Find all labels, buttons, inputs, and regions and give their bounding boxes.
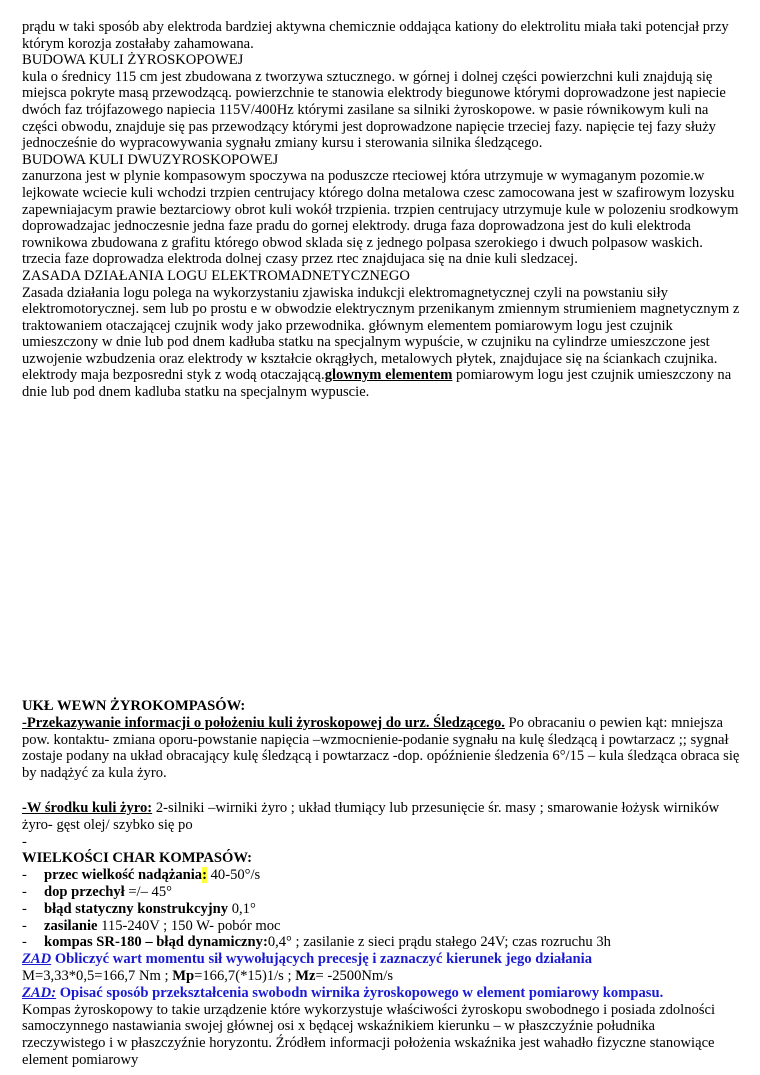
em-log-text-a: Zasada działania logu polega na wykorzystaniu zjawiska indukcji elektromagnetycznej czyli na powstaniu siły elektromotorycznej. sem lub po prostu e w obwodzie elektrycznym przenikanym zmiennym strumieniem magnetycznym z traktowaniem otaczającej czujnik wody jako przewodnika. głównym elementem pomiarowym logu jest czujnik umieszczony w dnie lub pod dnem kadłuba statku na specjalnym wypuście, w czujniku na cylindrze umieszczone jest uzwojenie wzbudzenia oraz elektrody w kształcie okrągłych, metalowych płytek, znajdujace się na ściankach czujnika. elektrody maja bezposredni styk z wodą otaczającą.: [22, 284, 740, 384]
info-transfer-text: Po obracaniu o pewien kąt: mniejsza pow. kontaktu- zmiana oporu-powstanie napięcia –wzmocnienie-podanie sygnału na kulę śledzącą i powtarzacz ;; sygnał zostaje podany na układ obracający kulę śledzącą i powtarzacz -dop. opóźnienie śledzenia 6°/15 – kula śledząca obraca się by nadążyć za kula żyro.: [22, 714, 740, 782]
task-2-label: ZAD:: [22, 984, 57, 1001]
formula-line: [22, 968, 740, 985]
formula-e: = -2500Nm/s: [315, 967, 394, 984]
list-value: =/– 45°: [124, 883, 172, 900]
formula-mp: Mp: [172, 967, 195, 984]
lone-dash: -: [22, 833, 27, 850]
list-dash: -: [22, 867, 27, 884]
final-paragraph: Kompas żyroskopowy to takie urządzenie które wykorzystuje właściwości żyroskopu swobodnego i posiada zdolności samoczynnego nastawiania swojej głównej osi x będącej wskaźnikiem kierunku – w płaszczyźnie południka rzeczywistego i w płaszczyźnie horyzontu. Źródłem informacji położenia wskaźnika jest wahadło fizyczne stanowiące element pomiarowy: [22, 1001, 716, 1068]
info-transfer-paragraph: [22, 715, 740, 782]
list-dash: -: [22, 900, 27, 917]
upper-text-block: [22, 19, 740, 401]
lower-text-block: [22, 698, 740, 1069]
list-value: 0,4° ; zasilanie z sieci prądu stałego 24V; czas rozruchu 3h: [267, 934, 611, 951]
list-value: 115-240V ; 150 W- pobór moc: [97, 917, 281, 934]
inside-sphere-text: 2-silniki –wirniki żyro ; układ tłumiący lub przesunięcie śr. masy ; smarowanie łożysk wirników żyro- gęst olej/ szybko się po: [22, 799, 720, 833]
list-item: [22, 934, 740, 951]
section-title-em-log: ZASADA DZIAŁANIA LOGU ELEKTROMADNETYCZNEGO: [22, 267, 410, 284]
task-1-text: Obliczyć wart momentu sił wywołujących precesję i zaznaczyć kierunek jego działania: [51, 951, 593, 968]
spacer: [22, 782, 740, 800]
list-item: [22, 867, 740, 884]
list-dash: -: [22, 883, 27, 900]
task-2-text: Opisać sposób przekształcenia swobodn wirnika żyroskopowego w element pomiarowy kompasu.: [56, 984, 664, 1001]
characteristics-title: WIELKOŚCI CHAR KOMPASÓW:: [22, 850, 253, 867]
list-label: kompas SR-180 – błąd dynamiczny:: [44, 934, 268, 951]
section-title-gyro-sphere: BUDOWA KULI ŻYROSKOPOWEJ: [22, 52, 244, 69]
section-text-em-log: [22, 285, 740, 401]
list-value: 0,1°: [228, 900, 256, 917]
list-item: [22, 901, 740, 918]
list-dash: -: [22, 934, 27, 951]
list-dash: -: [22, 917, 27, 934]
section-text-gyro-sphere: kula o średnicy 115 cm jest zbudowana z tworzywa sztucznego. w górnej i dolnej części powierzchni kuli znajdują się miejsca pokryte masą przewodzącą. powierzchnie te stanowia elektrody biegunowe którymi doprowadzone jest napiecie dwóch faz trójfazowego napiecia 115V/400Hz którymi zasilane sa silniki żyroskopowe. w pasie równikowym kuli na części obwodu, znajduje się pas przewodzący którymi jest doprowadzone napięcie trzeciej fazy. napięcie tej fazy służy jednocześnie do wypracowywania sygnału zmiany kursu i sterowania silnika śledzącego.: [22, 68, 726, 152]
formula-a: M=3,33*0,5=166,7 Nm ;: [22, 967, 173, 984]
section-text-dual-gyro-sphere: zanurzona jest w plynie kompasowym spoczywa na poduszcze rteciowej która utrzymuje w wymaganym pozomie.w lejkowate wciecie kuli wchodzi trzpien centrujacy którego dolna metalowa czesc zamocowana jest w szafirowym lozysku zapewniajacym prawie beztarciowy obrot kuli wokół trzpienia. trzpien centrujacy utrzymuje kule w polozeniu srodkowym doprowadzajac jednoczesnie jedna faze pradu do gornej elektrody. druga faza doprowadzona jest do kuli elektroda rownikowa zbudowana z grafitu którego obwod sklada się z jednego polpasa szerokiego i dwuch polpasow waskich. trzecia faze doprowadza elektroda dolnej czasy przez rtec znajdujaca się na dnie kuli sledzacej.: [22, 168, 739, 268]
formula-c: =166,7(*15)1/s ;: [194, 967, 296, 984]
em-log-emphasis: glownym elementem: [324, 367, 453, 384]
internal-systems-title: UKŁ WEWN ŻYROKOMPASÓW:: [22, 698, 246, 714]
section-title-dual-gyro-sphere: BUDOWA KULI DWUZYROSKOPOWEJ: [22, 151, 279, 168]
intro-paragraph: prądu w taki sposób aby elektroda bardziej aktywna chemicznie oddająca kationy do elektrolitu miała taki potencjał przy którym korozja zostałaby zahamowana.: [22, 19, 729, 52]
info-transfer-lead: -Przekazywanie informacji o położeniu kuli żyroskopowej do urz. Śledzącego.: [22, 714, 505, 731]
list-item: [22, 884, 740, 901]
list-label: dop przechył: [44, 883, 125, 900]
inside-sphere-paragraph: [22, 800, 740, 834]
inside-sphere-lead: -W środku kuli żyro:: [22, 799, 153, 816]
list-label: błąd statyczny konstrukcyjny: [44, 900, 229, 917]
list-label: przec wielkość nadążania: [44, 867, 203, 884]
task-1: [22, 951, 740, 968]
highlighted-colon: :: [202, 867, 207, 884]
list-label: zasilanie: [44, 917, 98, 934]
task-2: [22, 985, 740, 1002]
formula-mz: Mz: [295, 967, 316, 984]
list-value: 40-50°/s: [206, 867, 261, 884]
task-1-label: ZAD: [22, 951, 52, 968]
characteristics-list: [22, 867, 740, 951]
em-log-text-c: pomiarowym logu jest czujnik umieszczony na dnie lub pod dnem kadluba statku na specjalnym wypuscie.: [22, 367, 732, 401]
list-item: [22, 918, 740, 935]
